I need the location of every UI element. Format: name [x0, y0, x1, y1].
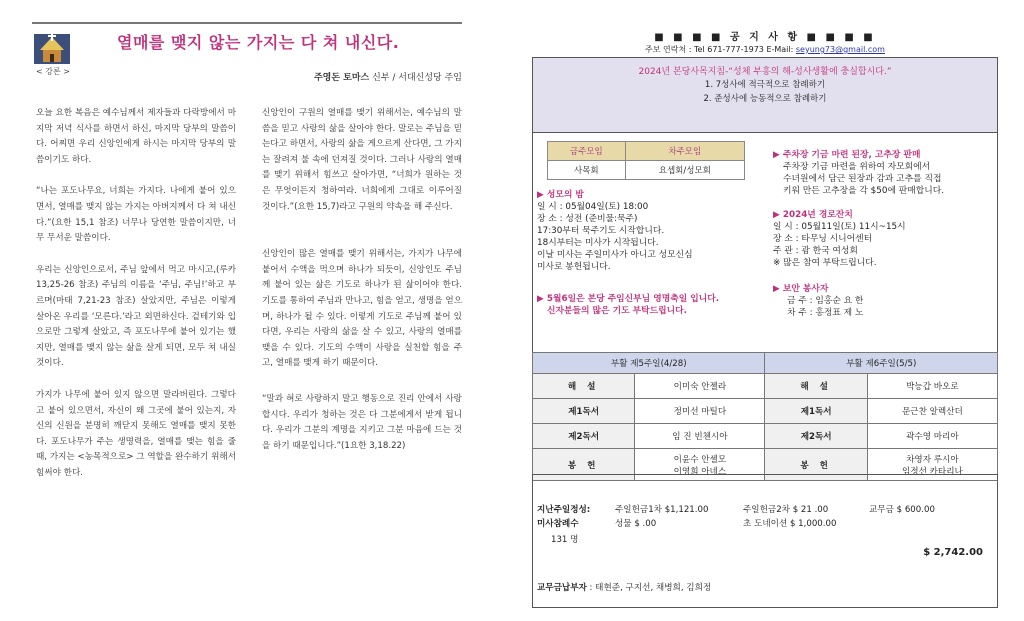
paragraph: 우리는 신앙인으로서, 주님 앞에서 먹고 마시고,(루카 13,25-26 참조) 주님의 이름을 ‘주님, 주님!’하고 부르며(마태 7,21-23 참조) 살았지만, 주님은 이렇게 살아온 우리를 ‘모른다.’라고 외면하신다. 겉테기와 입으로만 그렇게 살았고, 즉 포도나무에 붙어 있기는 했지만, 열매를 맺지 않는 삶을 살게 되면, 모두 쳐 내실 것이다. — [36, 264, 236, 369]
liturgy-schedule-table — [532, 352, 998, 481]
role-label: 제1독서 — [765, 399, 867, 424]
attendance-label: 미사참례수 — [537, 519, 579, 529]
role-label: 봉 헌 — [765, 449, 867, 481]
paragraph: 신앙인이 구원의 열매를 맺기 위해서는, 예수님의 말씀을 믿고 사랑의 삶을 살아야 한다. 말로는 주님을 믿는다고 하면서, 사랑의 삶을 게으르게 산다면, 그 가지는 잘려져 불 속에 던져질 것이다. 그러나 사랑의 열매를 맺기 위해서 힘쓰고 살아가면, “너희가 원하는 것은 무엇이든지 청하여라. 너희에게 그대로 이루어질 것이다.”(요한 15,7)라고 구원의 약속을 해 주신다. — [262, 108, 462, 212]
notice-line: 차 주 : 홍정표 제 노 — [787, 308, 864, 318]
finance-box — [532, 474, 998, 608]
notice-line: ※ 많은 참여 부탁드립니다. — [773, 258, 877, 268]
offering-total: $ 2,742.00 — [923, 547, 983, 558]
theme-title: 2024년 본당사목지침-“성체 부흥의 해-성사생활에 충실합시다.” — [638, 67, 892, 77]
role-label: 제2독서 — [533, 424, 635, 449]
schedule-header: 부활 제5주일(4/28) — [533, 353, 765, 374]
paragraph: 오늘 요한 복음은 예수님께서 제자들과 다락방에서 마지막 저녁 식사를 하면서 하신, 마지막 당부의 말씀이다. 어찌면 우리 신앙인에게 하시는 마지막 당부의 말씀이기도 하다. — [36, 108, 236, 165]
church-logo-icon — [32, 32, 72, 66]
feast-day-notice — [537, 293, 777, 317]
contact-prefix: 주보 연락처 : Tel 671-777-1973 E-Mail: — [645, 45, 796, 54]
role-label: 봉 헌 — [533, 449, 635, 481]
notice-header: ■ ■ ■ ■ 공 지 사 항 ■ ■ ■ ■ — [654, 32, 876, 43]
homily-column-2 — [262, 106, 462, 470]
offering-label: 지난주일정성: — [537, 505, 591, 515]
payers-label: 교무금납부자 — [537, 583, 587, 593]
payers-names: : 태현준, 구지선, 채병희, 김희정 — [586, 583, 712, 593]
notice-page — [532, 22, 998, 593]
notice-line: 장 소 : 성전 (준비물:묵주) — [537, 214, 638, 224]
logo-caption: < 강론 > — [36, 67, 70, 76]
notice-line: 18시부터는 미사가 시작됩니다. — [537, 238, 659, 248]
meeting-value: 사목회 — [548, 161, 626, 180]
notice-heading: ▶ 2024년 경로잔치 — [773, 210, 853, 220]
notice-heading: 신자분들의 많은 기도 부탁드립니다. — [547, 306, 687, 316]
role-person: 이미숙 안젤라 — [635, 374, 765, 399]
role-person: 박능갑 바오로 — [867, 374, 997, 399]
notice-line: 주차장 기금 마련을 위하여 자모회에서 — [783, 162, 931, 172]
payers-line — [537, 581, 711, 593]
email-link[interactable]: seyung73@gmail.com — [795, 45, 885, 54]
notice-heading: ▶ 성모의 밤 — [537, 190, 584, 200]
notice-heading: ▶ 주차장 기금 마련 된장, 고추장 판매 — [773, 150, 921, 160]
notice-line: 미사로 봉헌됩니다. — [537, 262, 611, 272]
attendance-count: 131 명 — [551, 535, 579, 545]
notice-line: 장 소 : 타무닝 시니어센터 — [773, 234, 873, 244]
offering-value: 주일헌금1차 $1,121.00 — [615, 505, 709, 515]
role-label: 해 설 — [765, 374, 867, 399]
theme-item: 1. 7성사에 적극적으로 참례하기 — [704, 80, 826, 90]
person-name: 차영자 루시아 — [906, 454, 959, 465]
person-name: 임정선 카타리나 — [901, 466, 963, 477]
meeting-header: 차주모임 — [625, 142, 744, 161]
notice-line: 일 시 : 05월11일(토) 11시~15시 — [773, 222, 906, 232]
meeting-table — [547, 141, 745, 180]
role-person: 문근찬 알렉산더 — [867, 399, 997, 424]
announcements-box — [532, 132, 998, 354]
marian-evening-notice — [537, 189, 767, 273]
top-rule — [32, 22, 462, 24]
contact-line — [532, 44, 998, 55]
role-label: 제2독서 — [765, 424, 867, 449]
theme-item: 2. 준성사에 능동적으로 참례하기 — [703, 94, 827, 104]
role-person: 곽수영 마리아 — [867, 424, 997, 449]
homily-page — [32, 22, 468, 612]
notice-line: 키워 만든 고추장을 각 $50에 판매합니다. — [783, 186, 945, 196]
meeting-value: 요셉회/성모회 — [625, 161, 744, 180]
offering-value: 성물 $ .00 — [615, 519, 657, 529]
paragraph: 가지가 나무에 붙어 있지 않으면 말라버린다. 그렇다고 붙어 있으면서, 자신이 왜 그곳에 붙어 있는지, 자신의 신원을 분명히 깨닫지 못해도 열매를 맺지 못한다. 포도나무가 주는 생명력을, 열매를 맺는 힘을 줄 때, 가지는 <농목적으로> 그 역할을 완수하기 위해서 힘써야 한다. — [36, 389, 236, 478]
notice-line: 주 관 : 괌 한국 여성회 — [773, 246, 858, 256]
homily-column-1 — [36, 106, 236, 497]
role-person: 정미선 마틸다 — [635, 399, 765, 424]
person-name: 이영희 아네스 — [673, 466, 727, 477]
paragraph: “말과 혀로 사랑하지 말고 행동으로 진리 안에서 사랑합시다. 우리가 청하는 것은 다 그분에게서 받게 됩니다. 우리가 그분의 계명을 지키고 그분 마음에 드는 것을 하기 때문입니다.”(1요한 3,18.22) — [262, 393, 462, 451]
role-label: 제1독서 — [533, 399, 635, 424]
offering-value: 초 도네이션 $ 1,000.00 — [743, 519, 837, 529]
offering-value: 주일헌금2차 $ 21 .00 — [743, 505, 829, 515]
homily-title: 열매를 맺지 않는 가지는 다 쳐 내신다. — [117, 33, 400, 52]
paragraph: 신앙인이 많은 열매를 맺기 위해서는, 가지가 나무에 붙어서 수액을 먹으며 하나가 되듯이, 신앙인도 주님께 붙어 있는 삶은 기도로 하나가 된 삶이어야 한다. 기도를 통하여 주님과 만나고, 힘을 얻고, 생명을 얻으며, 하나가 될 수 있다. 이렇게 기도로 주님께 붙어 있다면, 우리는 사랑의 삶을 살 수 있고, 사랑의 열매를 맺을 수 있다. 기도의 수액이 사랑을 실천할 힘을 주고, 열매를 맺게 하기 때문이다. — [262, 249, 462, 369]
author-name: 주영돈 토마스 — [313, 73, 370, 83]
author-role: 신부 / 서대신성당 주임 — [369, 73, 462, 83]
offering-value: 교무금 $ 600.00 — [869, 505, 935, 515]
fundraising-notice — [773, 149, 995, 197]
notice-line: 일 시 : 05월04일(토) 18:00 — [537, 202, 649, 212]
schedule-header: 부활 제6주일(5/5) — [765, 353, 998, 374]
meeting-header: 금주모임 — [548, 142, 626, 161]
role-label: 해 설 — [533, 374, 635, 399]
person-name: 이윤수 안셀모 — [673, 454, 727, 465]
notice-line: 이날 미사는 주일미사가 아니고 성모신심 — [537, 250, 693, 260]
notice-line: 금 주 : 임홍순 요 한 — [787, 296, 864, 306]
notice-heading: ▶ 보안 봉사자 — [773, 284, 829, 294]
pastoral-theme-box — [532, 57, 998, 134]
elders-party-notice — [773, 209, 995, 269]
author-line — [314, 70, 462, 83]
role-person: 임 진 빈첸시아 — [635, 424, 765, 449]
notice-line: 수녀원에서 담근 된장과 감과 고추를 직접 — [783, 174, 942, 184]
notice-heading: ▶ 5월6일은 본당 주임신부님 영명축일 입니다. — [537, 294, 720, 304]
security-volunteers-notice — [773, 283, 995, 319]
notice-line: 17:30부터 묵주기도 시작합니다. — [537, 226, 665, 236]
paragraph: “나는 포도나무요, 너희는 가지다. 나에게 붙어 있으면서, 열매를 맺지 않는 가지는 아버지께서 다 쳐 내신다.”(요한 15,1 참조) 너무나 당연한 말씀이지만, 너무 무서운 말씀이다. — [36, 186, 236, 244]
